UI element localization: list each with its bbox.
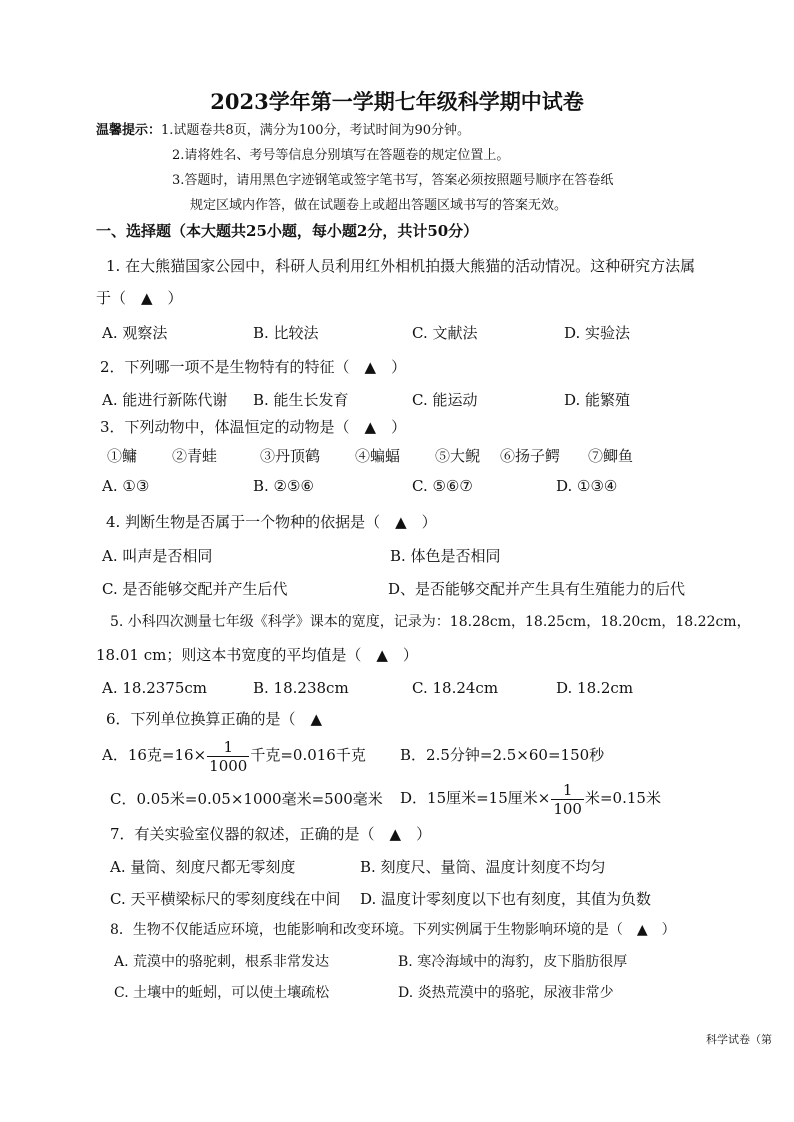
- q1-option-c: C. 文献法: [412, 324, 478, 342]
- q8-option-b: B. 寒冷海域中的海豹，皮下脂肪很厚: [398, 954, 628, 970]
- q3-option-d: D. ①③④: [556, 477, 618, 495]
- q6-a-prefix: A．16克=16×: [102, 746, 207, 764]
- q1-option-a: A. 观察法: [102, 324, 168, 342]
- q5-option-d: D. 18.2cm: [556, 679, 634, 697]
- q8-stem: 8．生物不仅能适应环境，也能影响和改变环境。下列实例属于生物影响环境的是（ ▲ ）: [110, 922, 676, 938]
- q6-option-b: B．2.5分钟=2.5×60=150秒: [400, 746, 605, 764]
- q6-d-denominator: 100: [553, 799, 582, 818]
- q6-a-fraction: [207, 738, 249, 775]
- q5-stem-line-1: 5. 小科四次测量七年级《科学》课本的宽度，记录为：18.28cm，18.25cm，18.20cm，18.22cm，: [110, 614, 751, 630]
- exam-title: 2023学年第一学期七年级科学期中试卷: [210, 89, 584, 114]
- notice-item-3a: 3.答题时，请用黑色字迹钢笔或签字笔书写，答案必须按照题号顺序在答卷纸: [172, 173, 614, 188]
- notice-line-1: [96, 121, 470, 141]
- q7-option-d: D. 温度计零刻度以下也有刻度，其值为负数: [360, 890, 652, 908]
- q6-option-c: C．0.05米=0.05×1000毫米=500毫米: [110, 790, 383, 808]
- q4-option-c: C. 是否能够交配并产生后代: [102, 580, 288, 598]
- q5-option-b: B. 18.238cm: [253, 679, 349, 697]
- q6-d-prefix: D．15厘米=15厘米×: [400, 789, 551, 807]
- q2-option-c: C. 能运动: [412, 391, 478, 409]
- q5-option-c: C. 18.24cm: [412, 679, 499, 697]
- notice-label: 温馨提示：: [96, 123, 162, 138]
- q2-option-b: B. 能生长发育: [253, 391, 349, 409]
- q6-a-numerator: 1: [207, 738, 249, 757]
- q3-organism-5: ⑤大鲵: [435, 447, 481, 465]
- q3-stem: 3．下列动物中，体温恒定的动物是（ ▲ ）: [100, 418, 407, 436]
- q3-organism-3: ③丹顶鹤: [260, 447, 321, 465]
- q4-option-d: D、是否能够交配并产生具有生殖能力的后代: [388, 580, 686, 598]
- q8-option-d: D. 炎热荒漠中的骆驼，尿液非常少: [398, 985, 614, 1001]
- q6-d-suffix: 米=0.15米: [584, 789, 661, 807]
- q7-stem: 7．有关实验室仪器的叙述，正确的是（ ▲ ）: [110, 825, 432, 843]
- q1-option-b: B. 比较法: [253, 324, 319, 342]
- q6-a-denominator: 1000: [209, 756, 248, 775]
- q6-a-suffix: 千克=0.016千克: [250, 746, 366, 764]
- q3-organism-1: ①鳙: [107, 447, 138, 465]
- q6-option-a: [102, 735, 366, 775]
- q3-option-b: B. ②⑤⑥: [253, 477, 314, 495]
- q6-stem: 6．下列单位换算正确的是（ ▲: [106, 710, 323, 728]
- q4-option-b: B. 体色是否相同: [390, 547, 501, 565]
- q6-d-numerator: 1: [551, 781, 584, 800]
- q3-organism-4: ④蝙蝠: [355, 447, 401, 465]
- q2-option-d: D. 能繁殖: [564, 391, 631, 409]
- q3-organism-7: ⑦鲫鱼: [588, 447, 634, 465]
- q2-stem: 2．下列哪一项不是生物特有的特征（ ▲ ）: [100, 358, 407, 376]
- q6-d-fraction: [551, 781, 584, 818]
- q3-organism-6: ⑥扬子鳄: [500, 447, 561, 465]
- q8-option-c: C. 土壤中的蚯蚓，可以使土壤疏松: [114, 985, 330, 1001]
- q1-stem-line-1: 1. 在大熊猫国家公园中，科研人员利用红外相机拍摄大熊猫的活动情况。这种研究方法属: [106, 257, 696, 275]
- notice-item-2: 2.请将姓名、考号等信息分别填写在答题卷的规定位置上。: [172, 148, 510, 163]
- q5-option-a: A. 18.2375cm: [102, 679, 208, 697]
- q3-option-a: A. ①③: [102, 477, 150, 495]
- q1-stem-line-2: 于（ ▲ ）: [96, 289, 183, 307]
- q3-option-c: C. ⑤⑥⑦: [412, 477, 473, 495]
- q7-option-a: A. 量筒、刻度尺都无零刻度: [110, 858, 296, 876]
- q6-option-d: [400, 778, 661, 818]
- q7-option-b: B. 刻度尺、量筒、温度计刻度不均匀: [360, 858, 606, 876]
- page-footer: 科学试卷（第: [706, 1033, 772, 1046]
- section-heading: 一、选择题（本大题共25小题，每小题2分，共计50分）: [96, 222, 479, 240]
- q8-option-a: A. 荒漠中的骆驼刺，根系非常发达: [114, 954, 330, 970]
- q4-option-a: A. 叫声是否相同: [102, 547, 213, 565]
- notice-item-3b: 规定区域内作答，做在试题卷上或超出答题区域书写的答案无效。: [190, 198, 568, 213]
- q4-stem: 4. 判断生物是否属于一个物种的依据是（ ▲ ）: [106, 513, 437, 531]
- q5-stem-line-2: 18.01 cm；则这本书宽度的平均值是（ ▲ ）: [96, 646, 418, 664]
- q7-option-c: C. 天平横梁标尺的零刻度线在中间: [110, 890, 341, 908]
- q2-option-a: A. 能进行新陈代谢: [102, 391, 228, 409]
- q3-organism-2: ②青蛙: [172, 447, 218, 465]
- notice-item-1: 1.试题卷共8页，满分为100分，考试时间为90分钟。: [161, 123, 471, 138]
- q1-option-d: D. 实验法: [564, 324, 631, 342]
